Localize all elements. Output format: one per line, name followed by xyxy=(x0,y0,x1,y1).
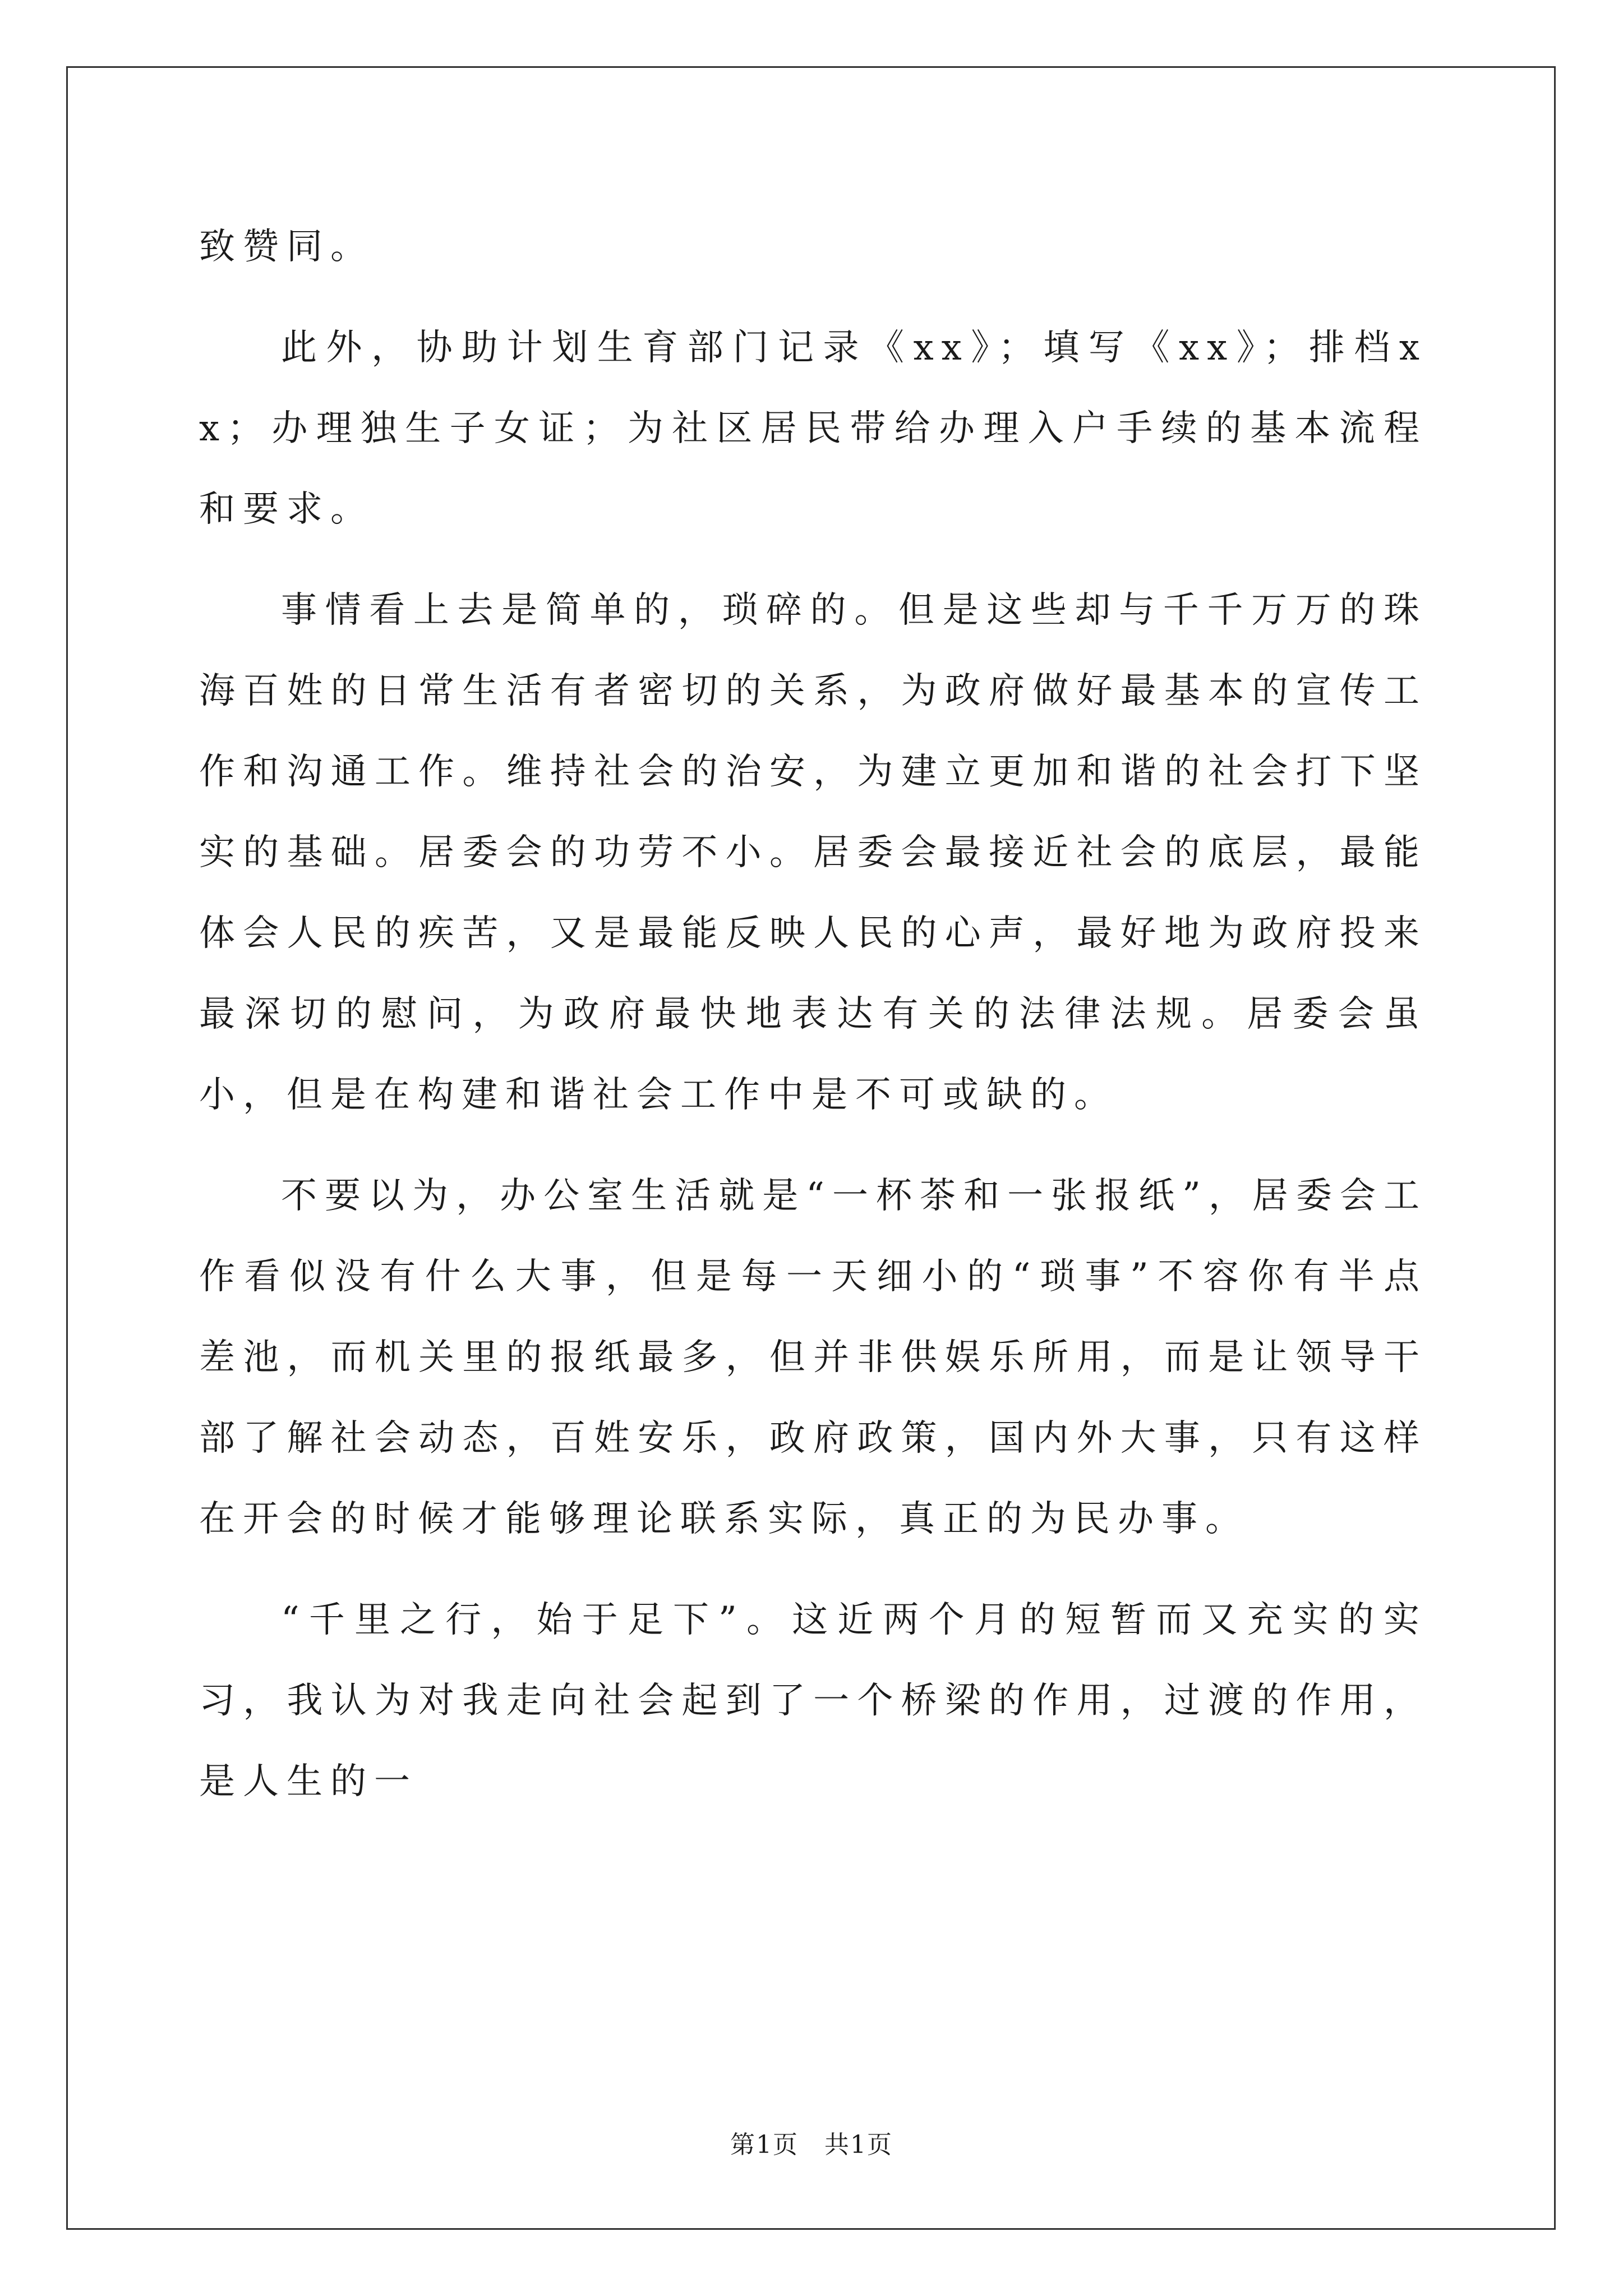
paragraph-2: 此外，协助计划生育部门记录《xx》；填写《xx》；排档xx；办理独生子女证；为社区居民带给办理入户手续的基本流程和要求。 xyxy=(199,327,1427,530)
paragraph-3: 事情看上去是简单的，琐碎的。但是这些却与千千万万的珠海百姓的日常生活有者密切的关系，为政府做好最基本的宣传工作和沟通工作。维持社会的治安，为建立更加和谐的社会打下坚实的基础。居委会的功劳不小。居委会最接近社会的底层，最能体会人民的疾苦，又是最能反映人民的心声，最好地为政府投来最深切的慰问，为政府最快地表达有关的法律法规。居委会虽小，但是在构建和谐社会工作中是不可或缺的。 xyxy=(199,590,1427,1116)
paragraph-1: 致赞同。 xyxy=(199,226,374,268)
page-footer: 第1页 共1页 xyxy=(730,2131,893,2159)
paragraph-4: 不要以为，办公室生活就是“一杯茶和一张报纸”，居委会工作看似没有什么大事，但是每一天细小的“琐事”不容你有半点差池，而机关里的报纸最多，但并非供娱乐所用，而是让领导干部了解社会动态，百姓安乐，政府政策，国内外大事，只有这样在开会的时候才能够理论联系实际，真正的为民办事。 xyxy=(199,1175,1427,1540)
paragraph-5: “千里之行，始于足下”。这近两个月的短暂而又充实的实习，我认为对我走向社会起到了一个桥梁的作用，过渡的作用，是人生的一 xyxy=(199,1599,1427,1802)
document-body xyxy=(199,206,1427,1822)
